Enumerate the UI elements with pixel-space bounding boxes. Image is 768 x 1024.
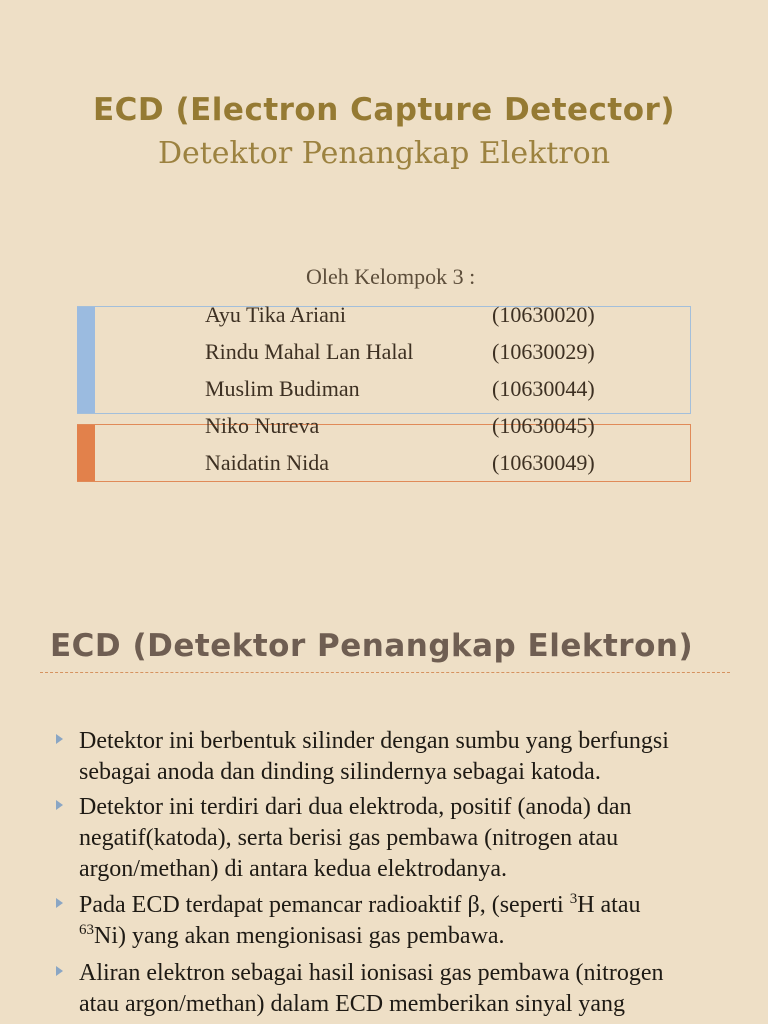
member-id: (10630045) [492, 413, 595, 438]
bullet-text: Ni) yang akan mengionisasi gas pembawa. [94, 923, 505, 949]
bullet-arrow-icon [56, 800, 63, 810]
bullet-line [79, 921, 729, 952]
bullet-line: argon/methan) di antara kedua elektrodanya. [79, 856, 508, 882]
slide-title-heading: ECD (Electron Capture Detector) [93, 92, 675, 128]
bullet-arrow-icon [56, 966, 63, 976]
member-row [0, 302, 768, 339]
member-row [0, 413, 768, 450]
bullet-arrow-icon [56, 898, 63, 908]
member-id: (10630029) [492, 339, 595, 364]
superscript: 63 [79, 922, 94, 938]
group-label: Oleh Kelompok 3 : [306, 264, 476, 289]
member-row [0, 339, 768, 376]
bullet-line: Aliran elektron sebagai hasil ionisasi gas pembawa (nitrogen [79, 960, 664, 986]
member-id: (10630049) [492, 450, 595, 475]
bullet-line: sebagai anoda dan dinding silindernya sebagai katoda. [79, 759, 601, 785]
bullet-line: Detektor ini terdiri dari dua elektroda, positif (anoda) dan [79, 794, 632, 820]
member-name: Ayu Tika Ariani [205, 302, 347, 327]
member-name: Naidatin Nida [205, 450, 330, 475]
member-id: (10630044) [492, 376, 595, 401]
bullet-line: atau argon/methan) dalam ECD memberikan sinyal yang [79, 991, 626, 1017]
member-row [0, 450, 768, 487]
slide-content-heading: ECD (Detektor Penangkap Elektron) [50, 628, 694, 664]
bullet-line [79, 890, 729, 921]
title-divider [40, 672, 730, 673]
member-row [0, 376, 768, 413]
slide-content [0, 590, 768, 1024]
member-name: Niko Nureva [205, 413, 320, 438]
slide-subtitle: Detektor Penangkap Elektron [157, 136, 611, 171]
member-name: Rindu Mahal Lan Halal [205, 339, 414, 364]
bullet-text: H atau [577, 892, 641, 918]
bullet-arrow-icon [56, 734, 63, 744]
bullet-line: Detektor ini berbentuk silinder dengan sumbu yang berfungsi [79, 728, 669, 754]
superscript: 3 [569, 891, 578, 907]
bullet-text: Pada ECD terdapat pemancar radioaktif β, (seperti [79, 892, 570, 918]
member-id: (10630020) [492, 302, 595, 327]
bullet-line: negatif(katoda), serta berisi gas pembawa (nitrogen atau [79, 825, 619, 851]
member-name: Muslim Budiman [205, 376, 360, 401]
